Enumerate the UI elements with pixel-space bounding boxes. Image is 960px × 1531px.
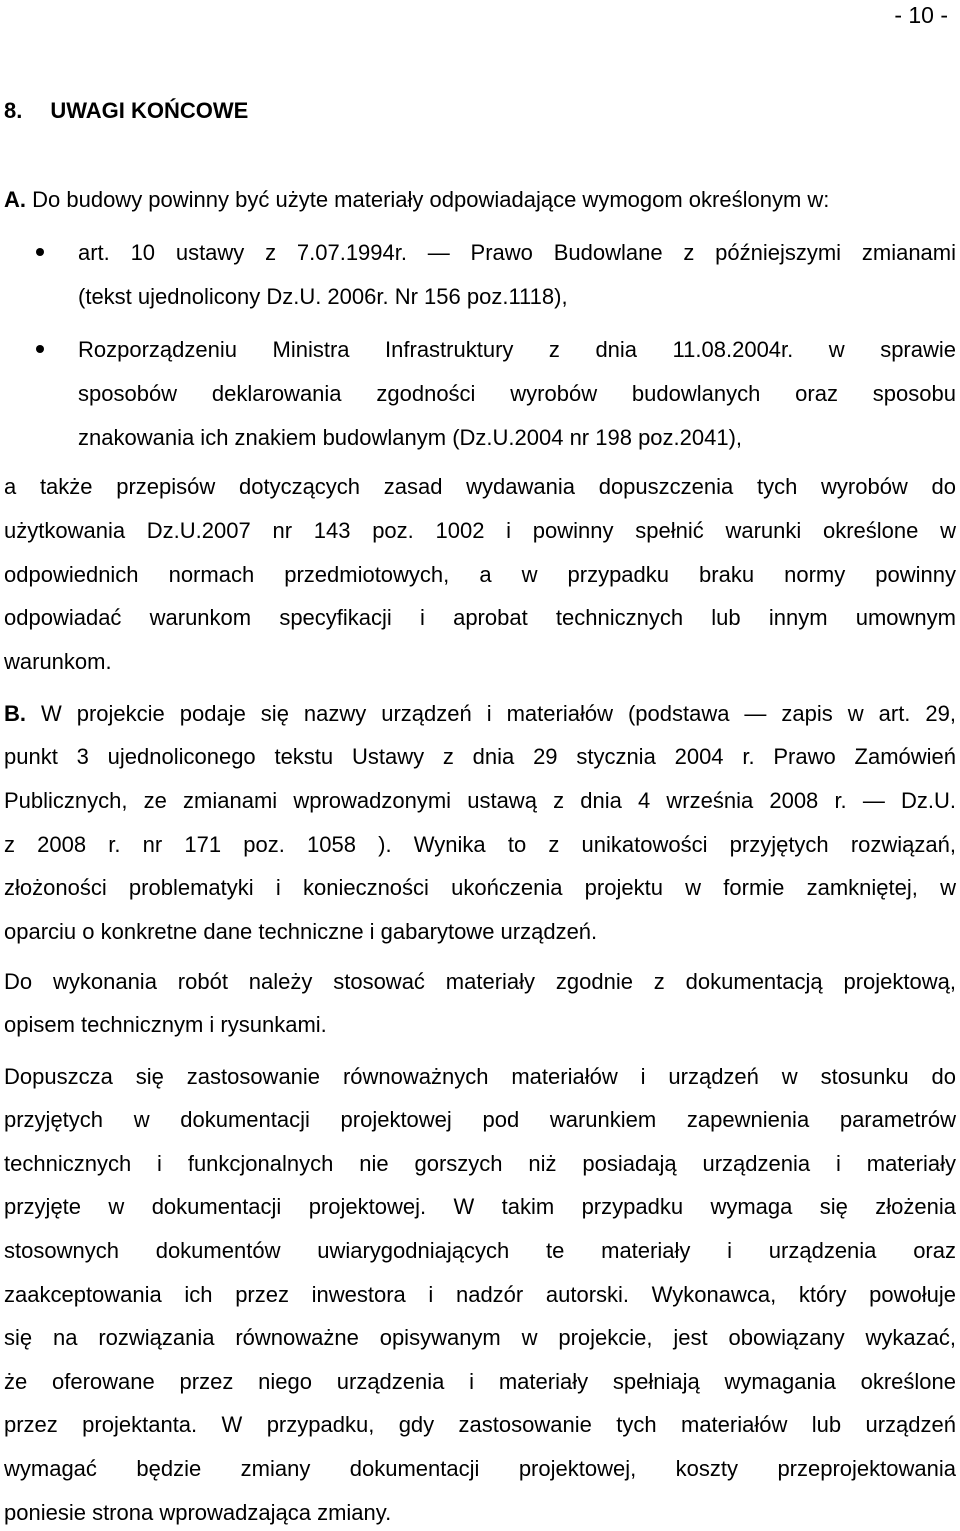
paragraph-a-intro <box>4 189 829 211</box>
section-heading <box>4 100 248 122</box>
paragraph-d-line: zaakceptowania ich przez inwestora i nadzór autorski. Wykonawca, który powołuje <box>4 1282 956 1307</box>
bullet2-line2: sposobów deklarowania zgodności wyrobów budowlanych oraz sposobu <box>78 381 956 406</box>
paragraph-b-line: złożoności problematyki i konieczności ukończenia projektu w formie zamkniętej, w <box>4 875 956 900</box>
paragraph-d-line: Dopuszcza się zastosowanie równoważnych materiałów i urządzeń w stosunku do <box>4 1064 956 1089</box>
paragraph-b-line1 <box>4 703 956 725</box>
paragraph-b-line: z 2008 r. nr 171 poz. 1058 ). Wynika to z unikatowości przyjętych rozwiązań, <box>4 832 956 857</box>
paragraph-c-line: Do wykonania robót należy stosować materiały zgodnie z dokumentacją projektową, <box>4 969 956 994</box>
paragraph-a-marker: A. <box>4 187 26 212</box>
paragraph-a-line: a także przepisów dotyczących zasad wydawania dopuszczenia tych wyrobów do <box>4 474 956 499</box>
paragraph-a-line: warunkom. <box>4 649 112 674</box>
paragraph-a-line: użytkowania Dz.U.2007 nr 143 poz. 1002 i powinny spełnić warunki określone w <box>4 518 956 543</box>
paragraph-d-line: stosownych dokumentów uwiarygodniających te materiały i urządzenia oraz <box>4 1238 956 1263</box>
bullet1-line1: art. 10 ustawy z 7.07.1994r. — Prawo Budowlane z późniejszymi zmianami <box>78 240 956 265</box>
paragraph-d-line: przyjęte w dokumentacji projektowej. W takim przypadku wymaga się złożenia <box>4 1194 956 1219</box>
paragraph-a-line: odpowiadać warunkom specyfikacji i aprobat technicznych lub innym umownym <box>4 605 956 630</box>
bullet2-line3: znakowania ich znakiem budowlanym (Dz.U.2004 nr 198 poz.2041), <box>78 425 743 450</box>
section-title: UWAGI KOŃCOWE <box>50 98 249 123</box>
paragraph-b-line1-text: W projekcie podaje się nazwy urządzeń i materiałów (podstawa — zapis w art. 29, <box>40 701 956 726</box>
paragraph-b-line: oparciu o konkretne dane techniczne i gabarytowe urządzeń. <box>4 919 598 944</box>
paragraph-d-line: że oferowane przez niego urządzenia i materiały spełniają wymagania określone <box>4 1369 956 1394</box>
paragraph-d-line: wymagać będzie zmiany dokumentacji projektowej, koszty przeprojektowania <box>4 1456 956 1481</box>
bullet2-line1: Rozporządzeniu Ministra Infrastruktury z dnia 11.08.2004r. w sprawie <box>78 337 956 362</box>
paragraph-d-line: się na rozwiązania równoważne opisywanym w projekcie, jest obowiązany wykazać, <box>4 1325 956 1350</box>
paragraph-b-marker: B. <box>4 701 26 726</box>
bullet1-line2: (tekst ujednolicony Dz.U. 2006r. Nr 156 poz.1118), <box>78 284 568 309</box>
section-number: 8. <box>4 98 23 123</box>
paragraph-a-intro-text: Do budowy powinny być użyte materiały odpowiadające wymogom określonym w: <box>32 187 830 212</box>
paragraph-c-line: opisem technicznym i rysunkami. <box>4 1012 327 1037</box>
paragraph-b-line: punkt 3 ujednoliconego tekstu Ustawy z dnia 29 stycznia 2004 r. Prawo Zamówień <box>4 744 956 769</box>
paragraph-a-line: odpowiednich normach przedmiotowych, a w przypadku braku normy powinny <box>4 562 956 587</box>
bullet-icon <box>36 345 44 353</box>
page-number: - 10 - <box>894 2 948 28</box>
paragraph-d-line: technicznych i funkcjonalnych nie gorszych niż posiadają urządzenia i materiały <box>4 1151 956 1176</box>
paragraph-d-line: poniesie strona wprowadzająca zmiany. <box>4 1500 392 1525</box>
paragraph-d-line: przyjętych w dokumentacji projektowej pod warunkiem zapewnienia parametrów <box>4 1107 956 1132</box>
paragraph-d-line: przez projektanta. W przypadku, gdy zastosowanie tych materiałów lub urządzeń <box>4 1412 956 1437</box>
bullet-icon <box>36 248 44 256</box>
paragraph-b-line: Publicznych, ze zmianami wprowadzonymi ustawą z dnia 4 września 2008 r. — Dz.U. <box>4 788 956 813</box>
